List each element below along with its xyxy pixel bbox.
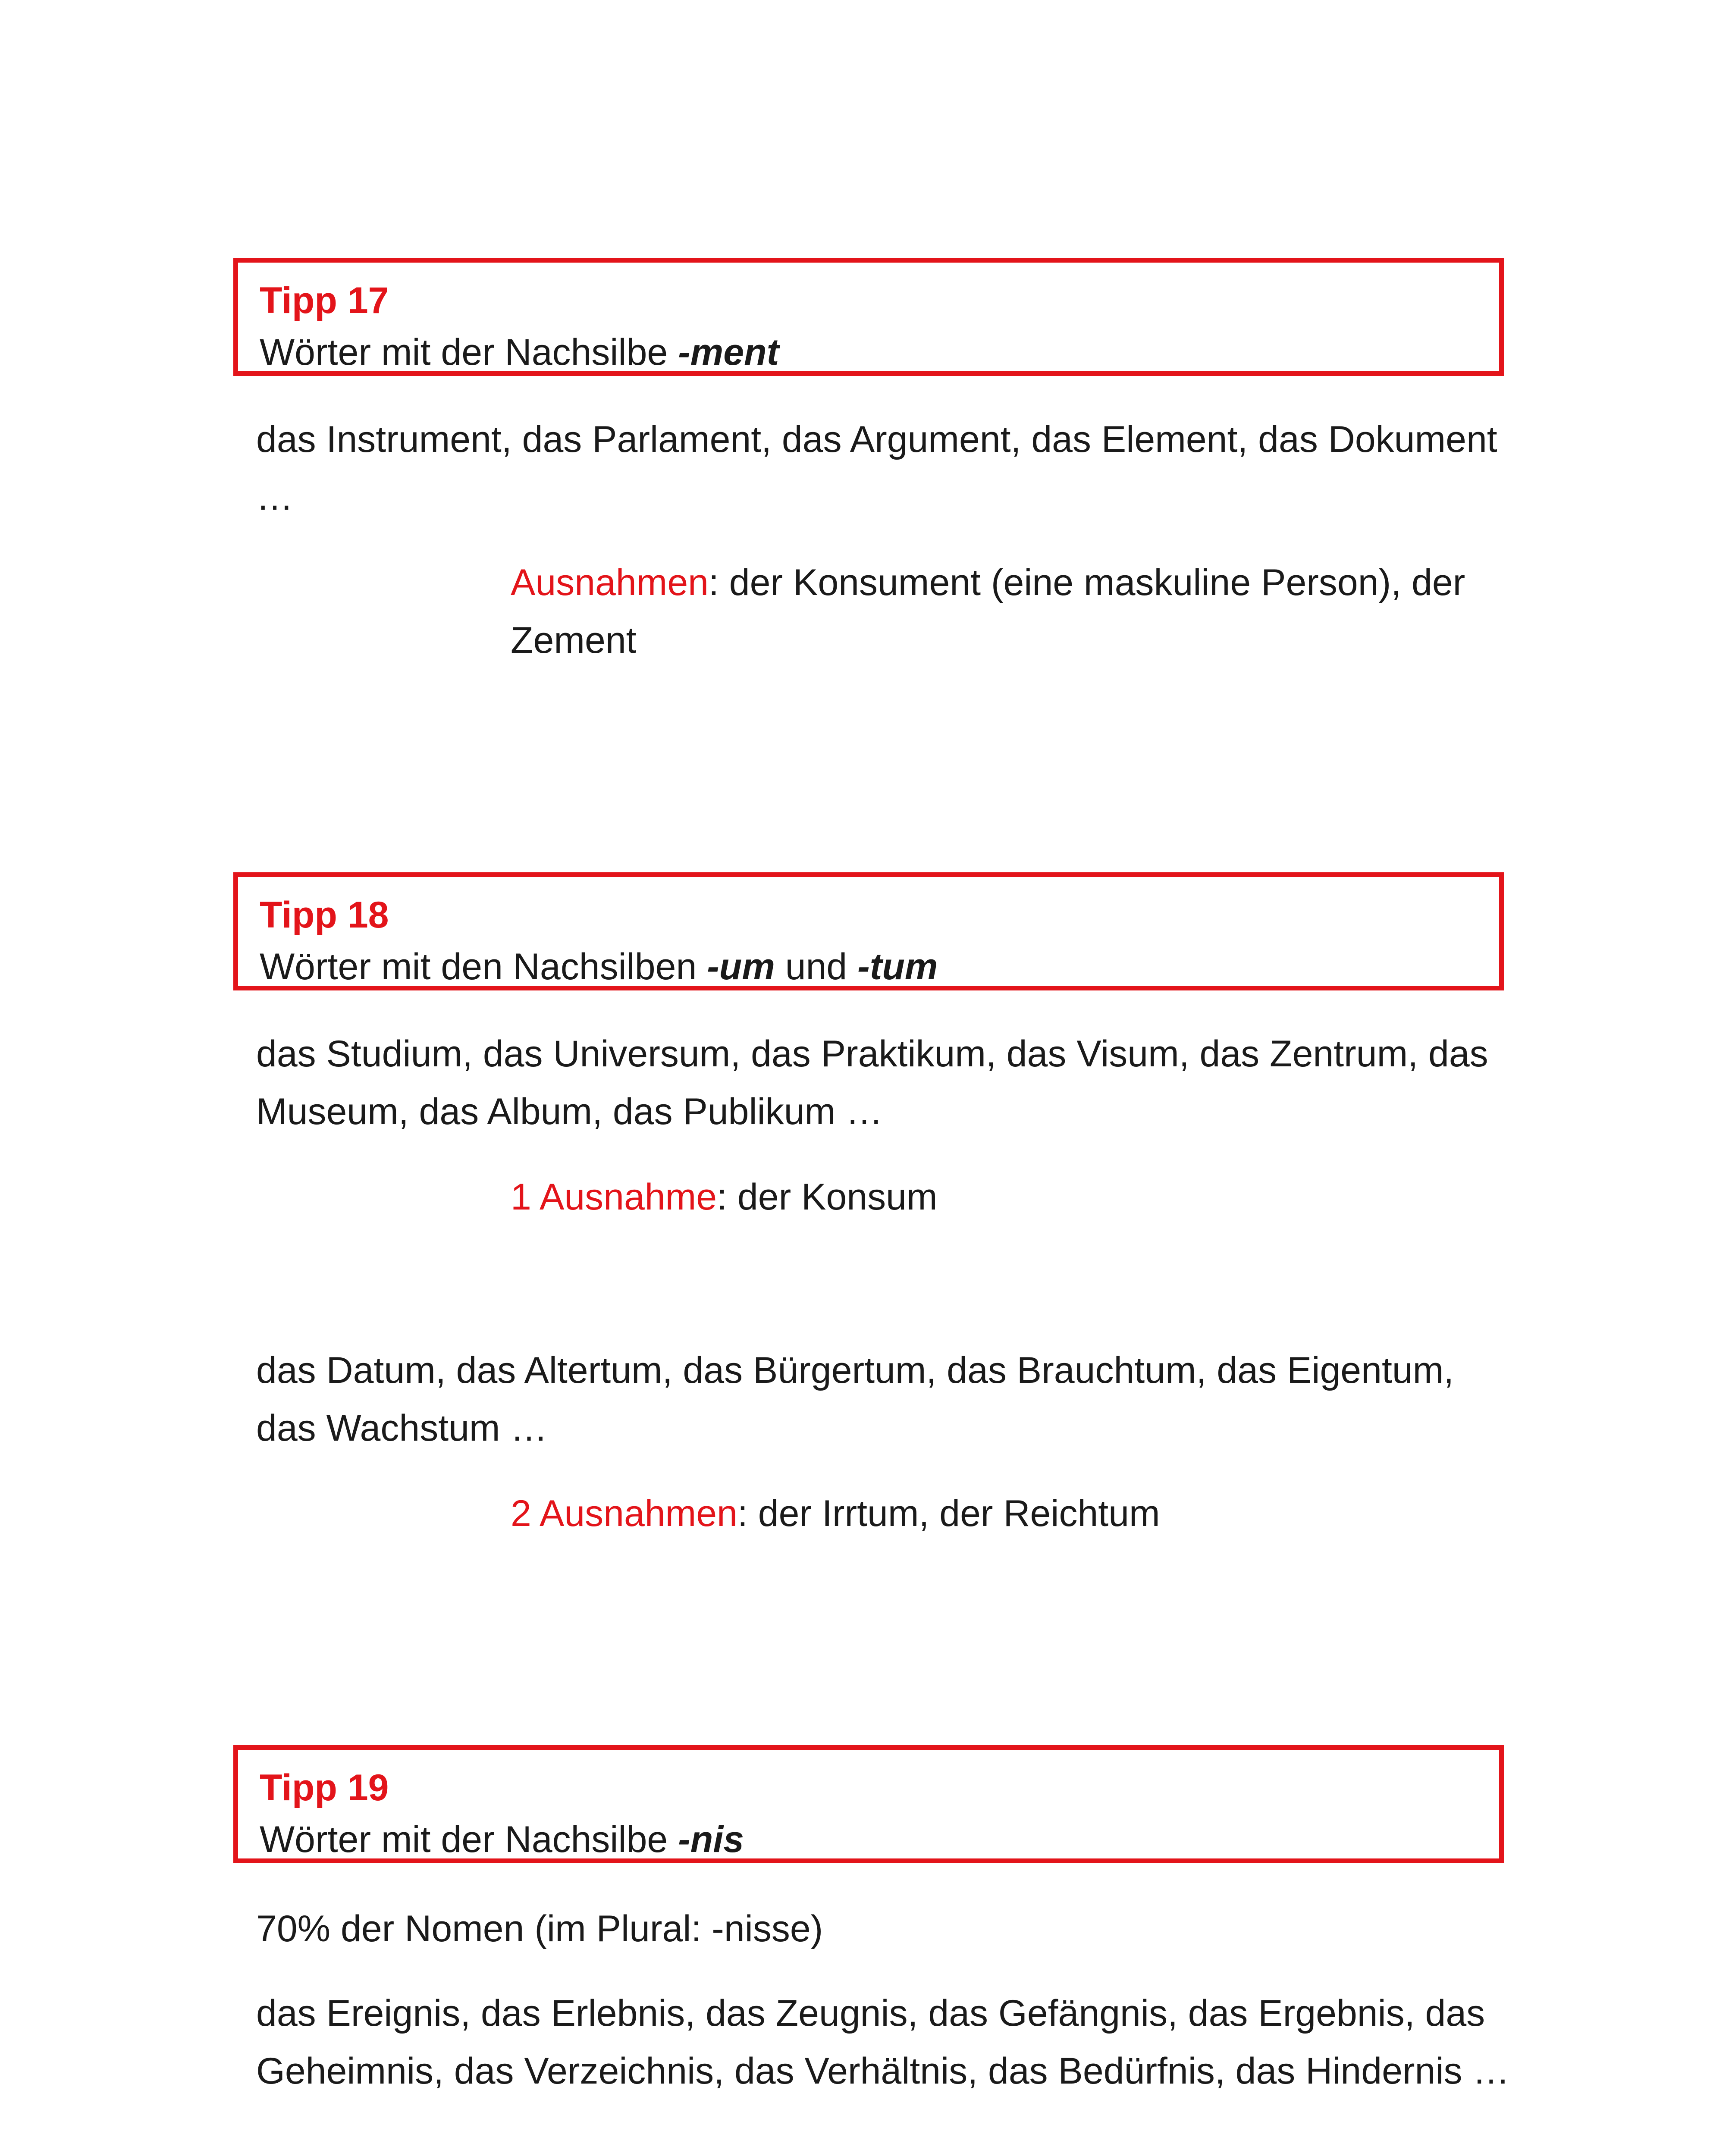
tip-18-title: Tipp 18 [260,894,389,936]
tip-17-subtitle-text: Wörter mit der Nachsilbe [260,332,678,373]
tip-17-exceptions [511,554,1520,669]
tip-17-box [233,258,1504,376]
tip-17-title: Tipp 17 [260,280,389,321]
tip-18-subtitle-middle: und [775,946,858,987]
tip-19-subtitle [260,1814,1499,1865]
tip-18-suffix-tum: -tum [857,946,938,987]
tip-19-title: Tipp 19 [260,1767,389,1808]
tip-18-examples-tum: das Datum, das Altertum, das Bürgertum, das Brauchtum, das Eigentum, das Wachstum … [256,1350,1454,1449]
tip-17-exception-label: Ausnahmen [511,562,709,603]
tip-18-exception-tum-text: : der Irrtum, der Reichtum [737,1493,1160,1534]
tip-18-subtitle [260,941,1499,993]
tip-18-exception-um [511,1168,1520,1226]
tip-19-examples: das Ereignis, das Erlebnis, das Zeugnis, das Gefängnis, das Ergebnis, das Geheimnis, das Verzeichnis, das Verhältnis, das Bedürfnis, das Hindernis … [256,1993,1510,2092]
tip-18-subtitle-text: Wörter mit den Nachsilben [260,946,707,987]
tip-19-statistic: 70% der Nomen (im Plural: -nisse) [256,1908,823,1949]
tip-18-exception-um-text: : der Konsum [717,1176,938,1218]
tip-18-exception-um-label: 1 Ausnahme [511,1176,717,1218]
tip-17-suffix: -ment [678,332,779,373]
tip-19-subtitle-text: Wörter mit der Nachsilbe [260,1819,678,1860]
tip-18-examples-um: das Studium, das Universum, das Praktikum, das Visum, das Zentrum, das Museum, das Album, das Publikum … [256,1033,1488,1132]
tip-18-suffix-um: -um [707,946,775,987]
tip-17-examples: das Instrument, das Parlament, das Argument, das Element, das Dokument … [256,419,1497,518]
tip-18-box [233,872,1504,990]
tip-18-exception-tum-label: 2 Ausnahmen [511,1493,737,1534]
tip-19-box [233,1745,1504,1863]
tip-19-suffix: -nis [678,1819,744,1860]
tip-18-exception-tum [511,1485,1520,1542]
tip-17-subtitle [260,326,1499,378]
tip-17-exception-text: : der Konsument (eine maskuline Person), der Zement [511,562,1465,661]
